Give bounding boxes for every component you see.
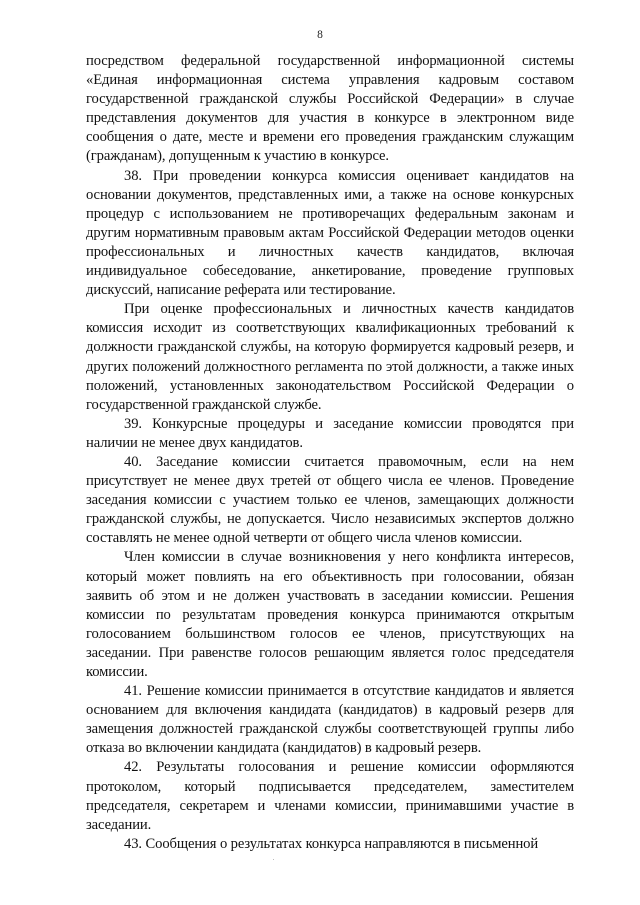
paragraph-continuation: посредством федеральной государственной информационной системы «Единая информационная система управления кадровым составом государственной гражданской службы Российской Федерации» в случае представления документов для участия в конкурсе в электронном виде сообщения о дате, месте и времени его проведения гражданским служащим (гражданам), допущенным к участию в конкурсе.: [86, 53, 574, 165]
paragraph-item-41: 41. Решение комиссии принимается в отсутствие кандидатов и является основанием для включения кандидата (кандидатов) в кадровый резерв для замещения должностей гражданской службы соответствующей группы либо отказа во включении кандидата (кандидатов) в кадровый резерв.: [86, 683, 574, 757]
paragraph-item-40: 40. Заседание комиссии считается правомочным, если на нем присутствует не менее двух третей от общего числа ее членов. Проведение заседания комиссии с участием только ее членов, замещающих должности гражданской службы, не допускается. Число независимых экспертов должно составлять не менее одной четверти от общего числа членов комиссии.: [86, 453, 574, 547]
paragraph-item-40-conflict: Член комиссии в случае возникновения у него конфликта интересов, который может повлиять на его объективность при голосовании, обязан заявить об этом и не должен участвовать в заседании комиссии. Решения комиссии по результатам проведения конкурса принимаются открытым голосованием большинством голосов ее членов, присутствующих на заседании. При равенстве голосов решающим является голос председателя комиссии.: [86, 549, 574, 680]
paragraph-item-43: 43. Сообщения о результатах конкурса направляются в письменной: [124, 835, 539, 852]
scan-dot: [273, 859, 274, 860]
page-number: 8: [317, 29, 323, 41]
paragraph-item-38: 38. При проведении конкурса комиссия оценивает кандидатов на основании документов, представленных ими, а также на основе конкурсных процедур с использованием не противоречащих федеральным законам и другим нормативным правовым актам Российской Федерации методов оценки профессиональных и личностных качеств кандидатов, включая индивидуальное собеседование, анкетирование, проведение групповых дискуссий, написание реферата или тестирование.: [86, 167, 574, 299]
paragraph-item-39: 39. Конкурсные процедуры и заседание комиссии проводятся при наличии не менее двух кандидатов.: [86, 415, 574, 451]
paragraph-item-38-evaluation: При оценке профессиональных и личностных качеств кандидатов комиссия исходит из соответствующих квалификационных требований к должности гражданской службы, на которую формируется кадровый резерв, и других положений должностного регламента по этой должности, а также иных положений, установленных законодательством Российской Федерации о государственной гражданской службе.: [86, 301, 574, 413]
document-body: [86, 52, 574, 854]
paragraph-item-42: 42. Результаты голосования и решение комиссии оформляются протоколом, который подписывается председателем, заместителем председателя, секретарем и членами комиссии, принимавшими участие в заседании.: [86, 759, 574, 833]
